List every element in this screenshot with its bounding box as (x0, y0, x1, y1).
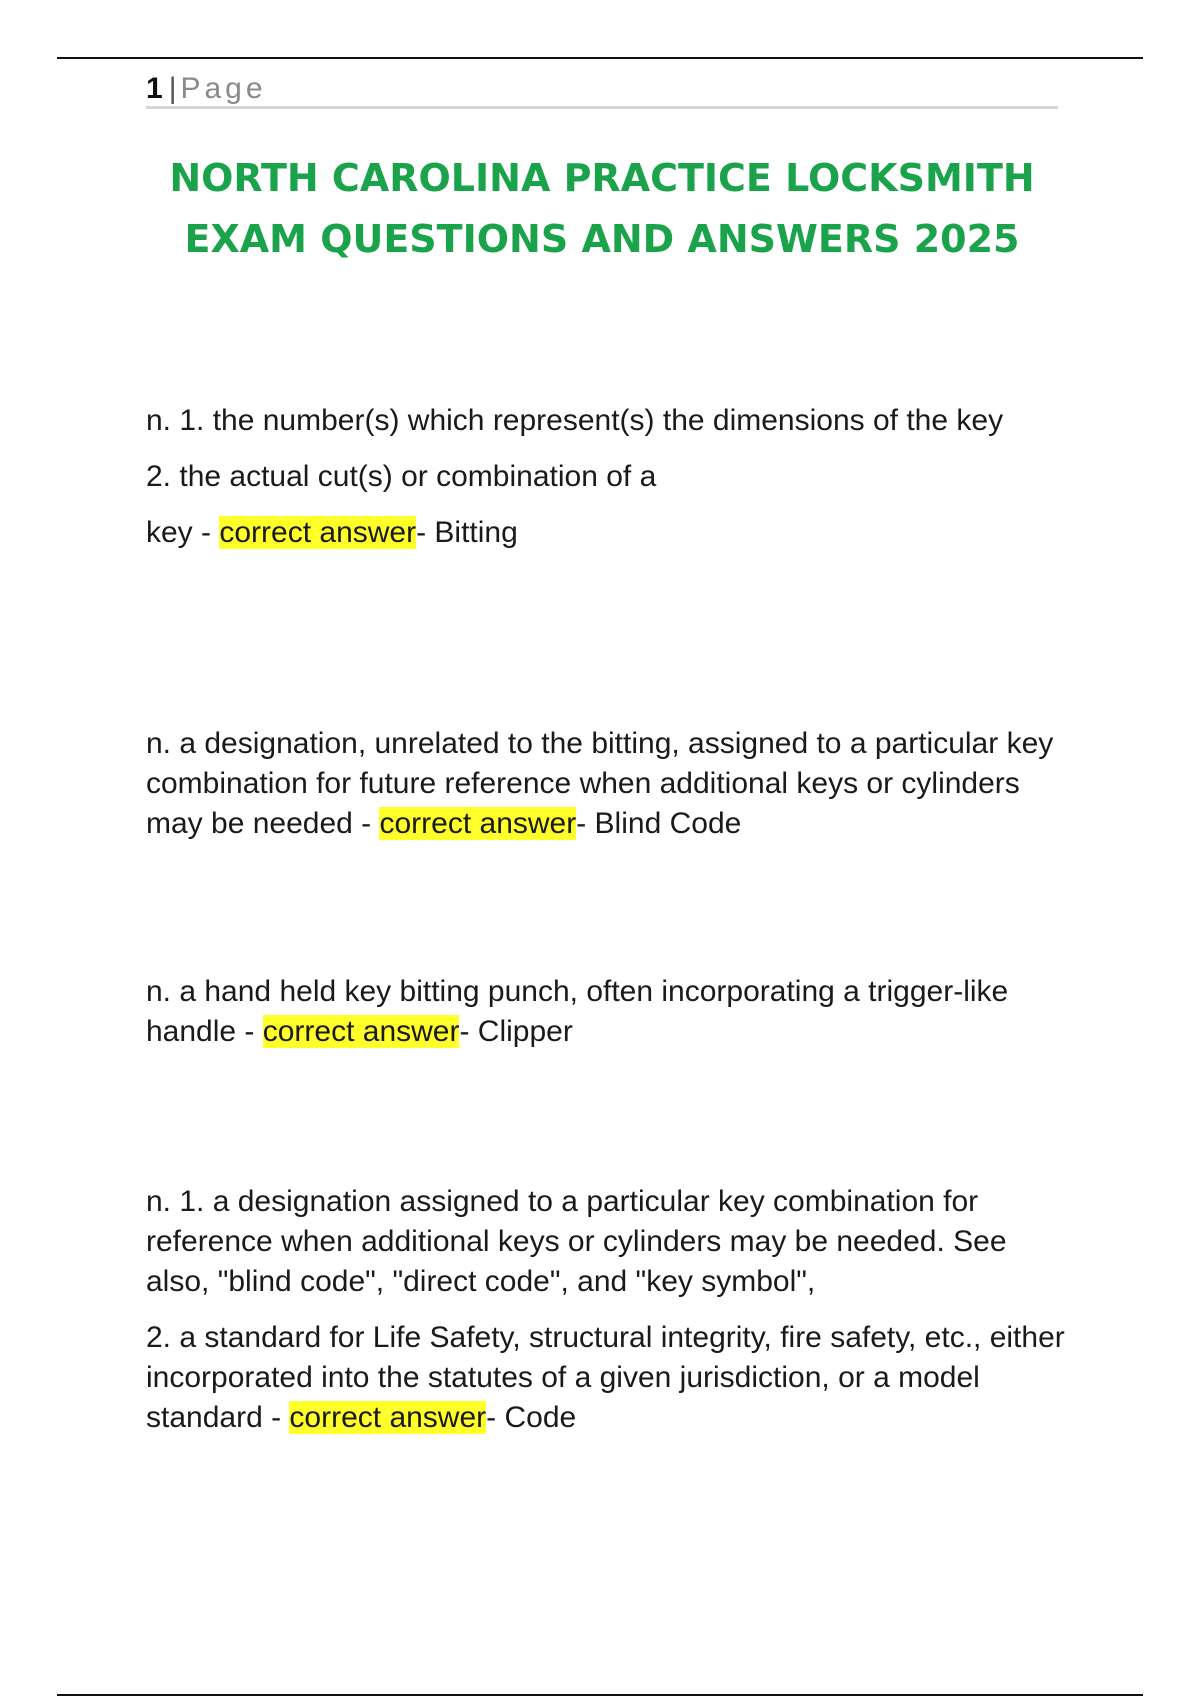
correct-answer-highlight: correct answer (379, 807, 577, 840)
answer-text: - Code (486, 1401, 577, 1434)
question-with-answer (146, 724, 1066, 844)
answer-text: - Clipper (459, 1015, 573, 1048)
correct-answer-highlight: correct answer (219, 516, 417, 549)
question-line: n. 1. the number(s) which represent(s) the dimensions of the key (146, 404, 1004, 437)
question-with-answer (146, 972, 1066, 1052)
question-text: 2. a standard for Life Safety, structural integrity, fire safety, etc., either incorporated into the statutes of a given jurisdiction, or a model standard - (146, 1321, 1065, 1434)
question-text: n. a hand held key bitting punch, often incorporating a trigger-like handle - (146, 975, 1009, 1048)
page-separator: | (168, 72, 177, 105)
question-with-answer (146, 513, 1066, 553)
question-text: key - (146, 516, 220, 549)
page-label: Page (180, 72, 267, 105)
bottom-rule (57, 1694, 1143, 1696)
question-line: 2. the actual cut(s) or combination of a (146, 460, 657, 493)
qa-item-clipper (146, 972, 1066, 1052)
document-title: NORTH CAROLINA PRACTICE LOCKSMITH EXAM QUESTIONS AND ANSWERS 2025 (169, 156, 1035, 261)
qa-item-blind-code (146, 724, 1066, 844)
correct-answer-highlight: correct answer (289, 1401, 487, 1434)
page-header (146, 72, 1058, 109)
answer-text: - Bitting (416, 516, 518, 549)
page-number: 1 (146, 72, 163, 105)
question-line: n. 1. a designation assigned to a particular key combination for reference when additional keys or cylinders may be needed. See also, "blind code", "direct code", and "key symbol", (146, 1185, 1007, 1298)
top-rule (57, 57, 1143, 59)
question-text: n. a designation, unrelated to the bitting, assigned to a particular key combination for future reference when additional keys or cylinders may be needed - (146, 727, 1054, 840)
correct-answer-highlight: correct answer (262, 1015, 460, 1048)
qa-item-bitting (146, 401, 1066, 553)
qa-item-code (146, 1182, 1066, 1438)
answer-text: - Blind Code (576, 807, 742, 840)
question-with-answer (146, 1318, 1066, 1438)
